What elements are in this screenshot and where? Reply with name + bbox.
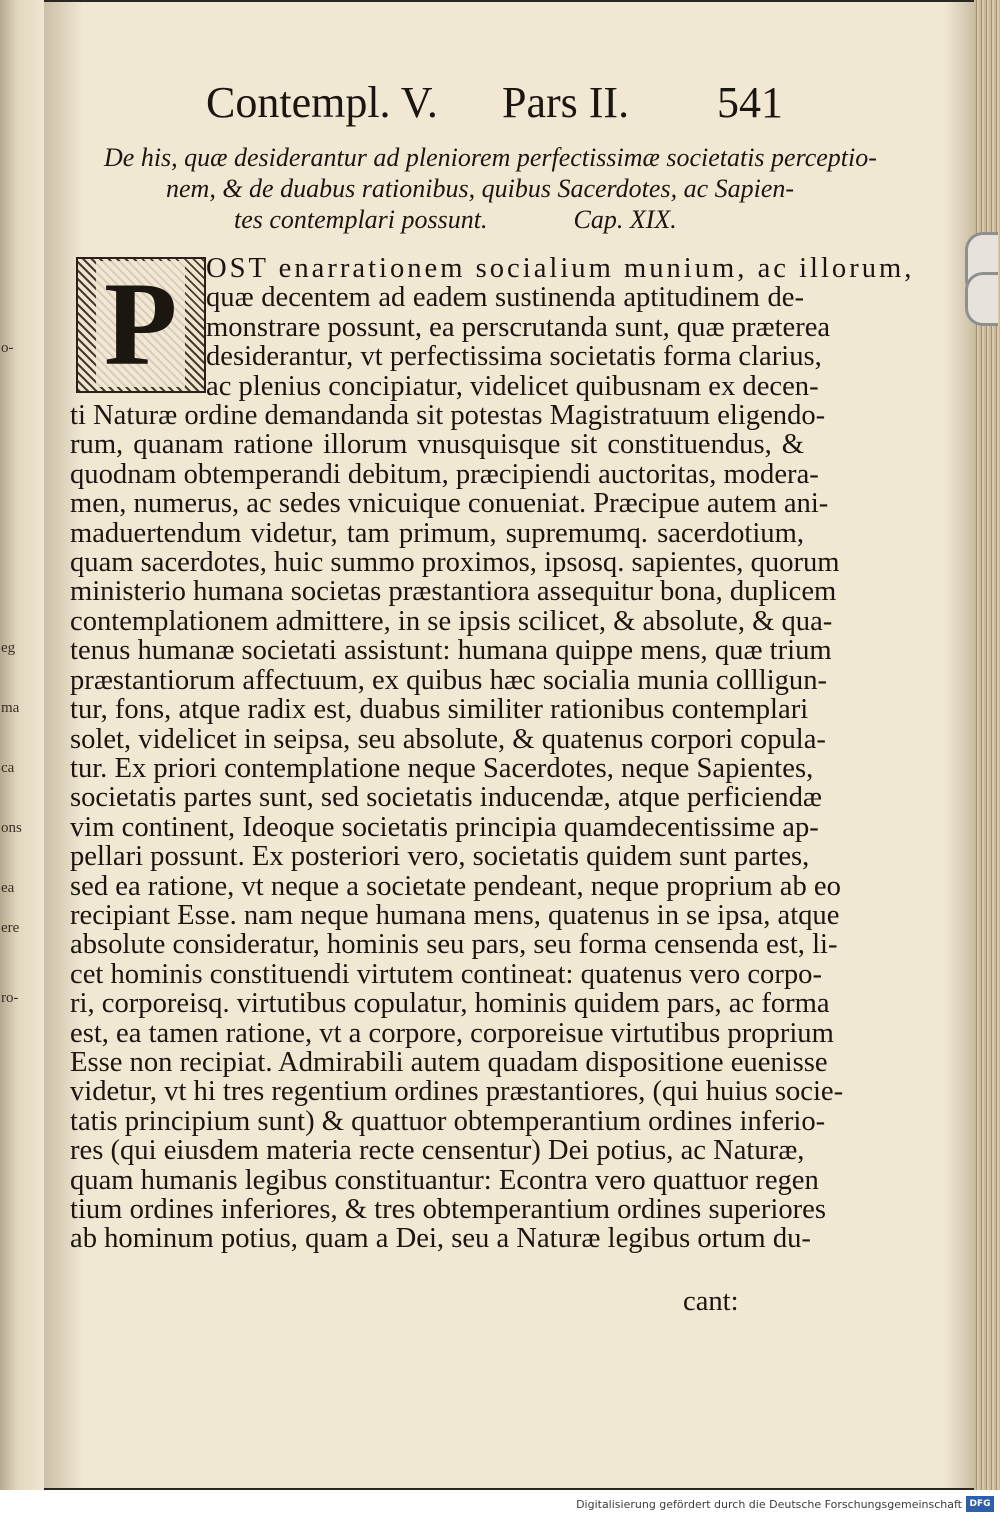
text-line: res (qui eiusdem materia recte censentur) Dei potius, ac Naturæ,: [70, 1135, 805, 1167]
text-line: sed ea ratione, vt neque a societate pendeant, neque proprium ab eo: [70, 870, 841, 902]
text-line: solet, videlicet in seipsa, seu absolute, & quatenus corpori copula-: [70, 723, 826, 755]
margin-fragment: ca: [1, 760, 15, 776]
text-line: Esse non recipiat. Admirabili autem quadam dispositione euenisse: [70, 1046, 828, 1078]
margin-fragment: ro-: [1, 990, 19, 1006]
text-line: videtur, vt hi tres regentium ordines præstantiores, (qui huius socie-: [70, 1076, 844, 1108]
running-head-title: Contempl. V.: [206, 78, 438, 127]
text-line: monstrare possunt, ea perscrutanda sunt, quæ præterea: [206, 311, 831, 343]
text-line: societatis partes sunt, sed societatis inducendæ, atque perficiendæ: [70, 782, 822, 814]
text-line: rum, quanam ratione illorum vnusquisque sit constituendus, &: [70, 429, 804, 461]
text-line: ti Naturæ ordine demandanda sit potestas Magistratuum eligendo-: [70, 400, 826, 432]
funding-credit: Digitalisierung gefördert durch die Deutsche Forschungsgemeinschaft: [576, 1498, 962, 1511]
catchword: cant:: [683, 1286, 739, 1317]
text-line: ri, corporeisq. virtutibus copulatur, hominis quidem pars, ac forma: [70, 988, 830, 1020]
text-line: quam humanis legibus constituantur: Econtra vero quattuor regen: [70, 1164, 819, 1196]
text-line: tenus humanæ societati assistunt: humana quippe mens, quæ trium: [70, 635, 832, 667]
text-line: quodnam obtemperandi debitum, præcipiendi auctoritas, modera-: [70, 458, 819, 490]
text-line: men, numerus, ac sedes vnicuique conueniat. Præcipue autem ani-: [70, 488, 829, 520]
margin-fragment: ons: [1, 820, 22, 836]
digitization-footer: [0, 1490, 1000, 1521]
page-number: 541: [717, 78, 783, 127]
text-line: cet hominis constituendi virtutem contineat: quatenus vero corpo-: [70, 958, 822, 990]
text-line: vim continent, Ideoque societatis principia quamdecentissime ap-: [70, 811, 819, 843]
text-line: est, ea tamen ratione, vt a corpore, corporeisue virtutibus proprium: [70, 1017, 834, 1049]
text-line: pellari possunt. Ex posteriori vero, societatis quidem sunt partes,: [70, 841, 810, 873]
chapter-heading: [88, 142, 877, 235]
page-clip-lower: [965, 272, 998, 326]
text-line: quæ decentem ad eadem sustinenda aptitudinem de-: [206, 282, 804, 314]
text-line: quam sacerdotes, huic summo proximos, ipsosq. sapientes, quorum: [70, 547, 840, 579]
text-line: desiderantur, vt perfectissima societatis forma clarius,: [206, 341, 822, 373]
text-line: tur, fons, atque radix est, duabus similiter rationibus contemplari: [70, 694, 809, 726]
text-line: præstantiorum affectuum, ex quibus hæc socialia munia collligun-: [70, 664, 828, 696]
chapter-heading-line: [88, 204, 808, 235]
margin-fragment: eg: [1, 640, 16, 656]
body-text: [70, 253, 915, 1255]
dfg-logo: DFG: [966, 1496, 994, 1512]
running-head-part: Pars II.: [502, 78, 630, 127]
chapter-number: Cap. XIX.: [573, 205, 677, 234]
text-line: absolute consideratur, hominis seu pars, seu forma censenda est, li-: [70, 929, 838, 961]
margin-fragment: ma: [1, 700, 20, 716]
page-stack-edges: [974, 0, 1000, 1490]
text-line: tur. Ex priori contemplatione neque Sacerdotes, neque Sapientes,: [70, 752, 814, 784]
text-line: tatis principium sunt) & quattuor obtemperantium ordines inferio-: [70, 1105, 826, 1137]
margin-fragment: ere: [1, 920, 20, 936]
text-line: maduertendum videtur, tam primum, supremumq. sacerdotium,: [70, 517, 804, 549]
margin-fragment: o-: [1, 340, 14, 356]
text-line: recipiant Esse. nam neque humana mens, quatenus in se ipsa, atque: [70, 899, 840, 931]
text-line: ab hominum potius, quam a Dei, seu a Naturæ legibus ortum du-: [70, 1223, 811, 1255]
text-line: tium ordines inferiores, & tres obtemperantium ordines superiores: [70, 1194, 826, 1225]
text-line: ac plenius concipiatur, videlicet quibusnam ex decen-: [206, 370, 819, 402]
chapter-heading-line: De his, quæ desiderantur ad pleniorem perfectissimæ societatis perceptio-: [104, 143, 877, 172]
chapter-heading-text: tes contemplari possunt.: [234, 205, 488, 234]
text-line: OST enarrationem socialium munium, ac illorum,: [206, 253, 915, 284]
margin-fragment: ea: [1, 880, 15, 896]
text-line: ministerio humana societas præstantiora assequitur bona, duplicem: [70, 576, 837, 608]
chapter-heading-line: nem, & de duabus rationibus, quibus Sacerdotes, ac Sapien-: [166, 174, 795, 203]
initial-letter: P: [96, 261, 185, 387]
text-line: contemplationem admittere, in se ipsis scilicet, & absolute, & qua-: [70, 605, 833, 637]
facing-page-edge: [0, 0, 44, 1490]
